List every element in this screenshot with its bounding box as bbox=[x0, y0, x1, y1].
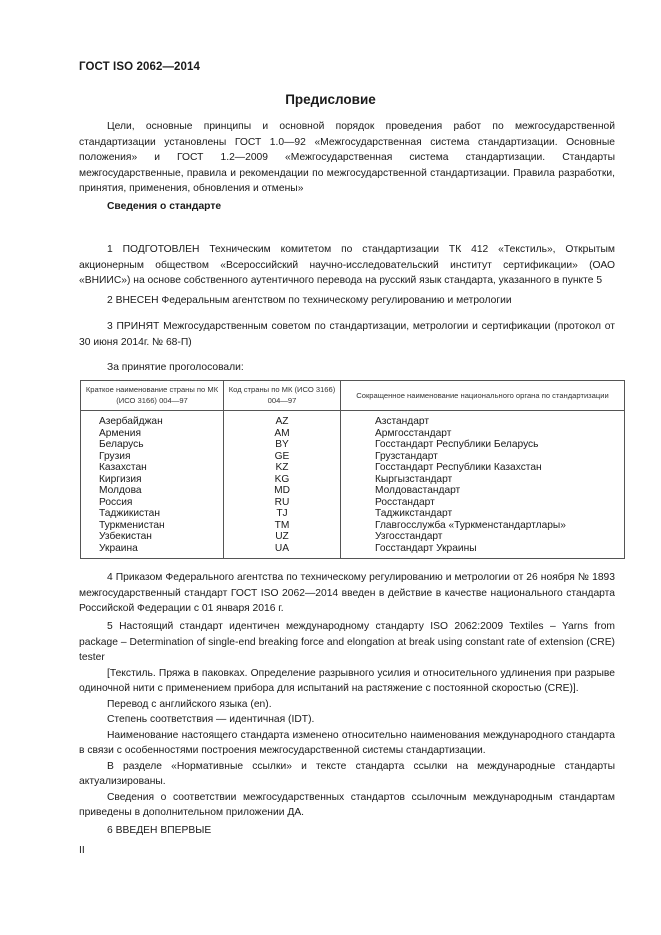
item-5-name-change: Наименование настоящего стандарта изменено относительно наименования международного стандарта в связи с особенностями построения межгосударственной системы стандартизации. bbox=[79, 729, 615, 756]
item-3 bbox=[79, 319, 615, 350]
national-body: Госстандарт Республики Казахстан bbox=[375, 462, 542, 473]
country-name: Беларусь bbox=[99, 439, 144, 450]
voted-label: За принятие проголосовали: bbox=[107, 362, 244, 373]
country-names-cell bbox=[81, 411, 224, 559]
item-5-text: 5 Настоящий стандарт идентичен международному стандарту ISO 2062:2009 Textiles – Yarns from package – Determination of single-end breaking force and elongation at break using constant rate of extension (CRE) tester bbox=[79, 621, 615, 663]
country-name: Украина bbox=[99, 542, 138, 554]
item-5-degree: Степень соответствия — идентичная (IDT). bbox=[107, 714, 315, 725]
country-name: Киргизия bbox=[99, 473, 142, 485]
item-5-translation: [Текстиль. Пряжа в паковках. Определение разрывного усилия и относительного удлинения при разрыве одиночной нити с применением прибора для испытаний на растяжение с постоянной скоростью (CRE)]. bbox=[79, 667, 615, 694]
country-code: AZ bbox=[275, 416, 289, 427]
national-body: Главгосслужба «Туркменстандартлары» bbox=[375, 519, 566, 531]
item-1-text: 1 ПОДГОТОВЛЕН Техническим комитетом по стандартизации ТК 412 «Текстиль», Открытым акционерным обществом «Всероссийский научно-исследовательский институт сертификации» (ОАО «ВНИИС») на основе собственного аутентичного перевода на русский язык стандарта, указанного в пункте 5 bbox=[79, 244, 615, 286]
country-name: Туркменистан bbox=[99, 519, 165, 531]
page-title: Предисловие bbox=[285, 92, 376, 107]
country-code: GE bbox=[274, 450, 290, 462]
country-name: Грузия bbox=[99, 450, 131, 462]
subtitle-block bbox=[79, 199, 615, 215]
section-subtitle: Сведения о стандарте bbox=[107, 201, 222, 212]
item-5-references: В разделе «Нормативные ссылки» и тексте стандарта ссылки на международные стандарты актуализированы. bbox=[79, 760, 615, 787]
item-2-text: 2 ВНЕСЕН Федеральным агентством по техническому регулированию и метрологии bbox=[107, 295, 512, 306]
country-code: KG bbox=[274, 473, 290, 485]
national-body: Молдовастандарт bbox=[375, 485, 461, 496]
country-code: BY bbox=[275, 439, 289, 450]
national-body: Армгосстандарт bbox=[375, 427, 452, 439]
national-body: Госстандарт Украины bbox=[375, 542, 477, 554]
country-name: Армения bbox=[99, 427, 141, 439]
intro-text: Цели, основные принципы и основной порядок проведения работ по межгосударственной стандартизации установлены ГОСТ 1.0—92 «Межгосударственная система стандартизации. Основные положения» и ГОСТ 1.2—2009 «Межгосударственная система стандартизации. Стандарты межгосударственные, правила и рекомендации по межгосударственной стандартизации. Правила разработки, принятия, применения, обновления и отмены» bbox=[79, 121, 615, 194]
header-country-name: Краткое наименование страны по МК (ИСО 3166) 004—97 bbox=[81, 381, 224, 411]
country-codes-cell bbox=[224, 411, 341, 559]
page-number: II bbox=[79, 845, 85, 856]
table-header-row bbox=[81, 381, 625, 411]
member-states-table bbox=[80, 380, 625, 559]
item-6-text: 6 ВВЕДЕН ВПЕРВЫЕ bbox=[107, 825, 212, 836]
national-body: Азстандарт bbox=[375, 416, 430, 427]
document-header: ГОСТ ISO 2062—2014 bbox=[79, 61, 201, 73]
country-name: Таджикистан bbox=[99, 508, 160, 519]
national-body: Кыргызстандарт bbox=[375, 473, 453, 485]
item-5-correspondence: Сведения о соответствии межгосударственных стандартов ссылочным международным стандартам приведены в дополнительном приложении ДА. bbox=[79, 791, 615, 818]
item-4-text: 4 Приказом Федерального агентства по техническому регулированию и метрологии от 26 ноября № 1893 межгосударственный стандарт ГОСТ ISO 2062—2014 введен в действие в качестве национального стандарта Российской Федерации с 01 января 2016 г. bbox=[79, 572, 615, 614]
national-body: Узгосстандарт bbox=[375, 531, 443, 542]
country-name: Россия bbox=[99, 496, 133, 508]
item-4 bbox=[79, 570, 615, 617]
country-name: Казахстан bbox=[99, 462, 147, 473]
item-3-text: 3 ПРИНЯТ Межгосударственным советом по стандартизации, метрологии и сертификации (протокол от 30 июня 2014г. № 68-П) bbox=[79, 321, 615, 348]
header-country-code: Код страны по МК (ИСО 3166) 004—97 bbox=[224, 381, 341, 411]
country-name: Азербайджан bbox=[99, 416, 163, 427]
voted-label-block bbox=[79, 360, 615, 376]
country-code: UA bbox=[274, 542, 290, 554]
national-body: Госстандарт Республики Беларусь bbox=[375, 439, 539, 450]
national-bodies-cell bbox=[341, 411, 625, 559]
item-6 bbox=[79, 823, 615, 839]
country-code: KZ bbox=[275, 462, 289, 473]
item-2 bbox=[79, 293, 615, 309]
country-name: Молдова bbox=[99, 485, 142, 496]
country-code: RU bbox=[274, 496, 290, 508]
country-code: AM bbox=[274, 427, 290, 439]
country-code: MD bbox=[274, 485, 290, 496]
item-1 bbox=[79, 242, 615, 289]
table-body-row bbox=[81, 411, 625, 559]
intro-paragraph bbox=[79, 119, 615, 197]
header-national-body: Сокращенное наименование национального органа по стандартизации bbox=[341, 381, 625, 411]
country-code: TJ bbox=[276, 508, 288, 519]
national-body: Грузстандарт bbox=[375, 450, 438, 462]
national-body: Росстандарт bbox=[375, 496, 435, 508]
national-body: Таджикстандарт bbox=[375, 508, 453, 519]
item-5 bbox=[79, 619, 615, 821]
item-5-language: Перевод с английского языка (en). bbox=[107, 698, 272, 710]
country-name: Узбекистан bbox=[99, 531, 152, 542]
country-code: TM bbox=[274, 519, 290, 531]
country-code: UZ bbox=[275, 531, 289, 542]
